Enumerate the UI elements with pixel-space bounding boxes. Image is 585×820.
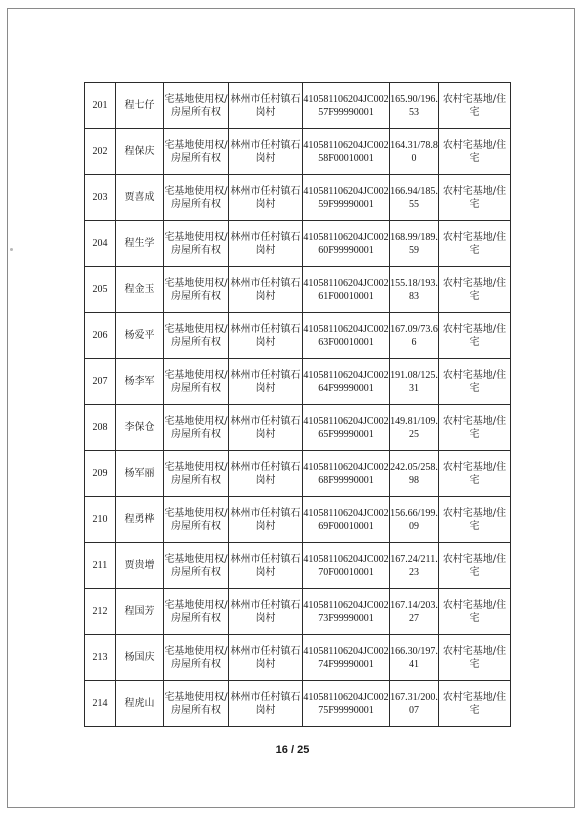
table-row: [85, 451, 511, 497]
land-use-cell: 农村宅基地/住宅: [439, 267, 511, 313]
area-cell: 167.31/200.07: [390, 681, 439, 727]
row-number-cell: 201: [85, 83, 116, 129]
area-cell: 191.08/125.31: [390, 359, 439, 405]
land-use-cell: 农村宅基地/住宅: [439, 221, 511, 267]
area-cell: 167.09/73.66: [390, 313, 439, 359]
table-row: [85, 543, 511, 589]
owner-name-cell: 程七仔: [116, 83, 164, 129]
right-type-cell: 宅基地使用权/房屋所有权: [164, 451, 229, 497]
row-number-cell: 211: [85, 543, 116, 589]
table-row: [85, 175, 511, 221]
unit-code-cell: 410581106204JC00258F00010001: [303, 129, 390, 175]
location-cell: 林州市任村镇石岗村: [229, 359, 303, 405]
location-cell: 林州市任村镇石岗村: [229, 175, 303, 221]
area-cell: 167.24/211.23: [390, 543, 439, 589]
table-row: [85, 635, 511, 681]
land-use-cell: 农村宅基地/住宅: [439, 681, 511, 727]
land-use-cell: 农村宅基地/住宅: [439, 405, 511, 451]
right-type-cell: 宅基地使用权/房屋所有权: [164, 635, 229, 681]
owner-name-cell: 程金玉: [116, 267, 164, 313]
area-cell: 166.30/197.41: [390, 635, 439, 681]
location-cell: 林州市任村镇石岗村: [229, 497, 303, 543]
area-cell: 155.18/193.83: [390, 267, 439, 313]
owner-name-cell: 李保仓: [116, 405, 164, 451]
table-row: [85, 221, 511, 267]
table-row: [85, 313, 511, 359]
owner-name-cell: 贾贵增: [116, 543, 164, 589]
row-number-cell: 213: [85, 635, 116, 681]
registry-table: [84, 82, 511, 727]
table-row: [85, 267, 511, 313]
right-type-cell: 宅基地使用权/房屋所有权: [164, 589, 229, 635]
owner-name-cell: 程生学: [116, 221, 164, 267]
unit-code-cell: 410581106204JC00268F99990001: [303, 451, 390, 497]
table-row: [85, 405, 511, 451]
area-cell: 168.99/189.59: [390, 221, 439, 267]
land-use-cell: 农村宅基地/住宅: [439, 83, 511, 129]
land-use-cell: 农村宅基地/住宅: [439, 313, 511, 359]
location-cell: 林州市任村镇石岗村: [229, 221, 303, 267]
area-cell: 149.81/109.25: [390, 405, 439, 451]
location-cell: 林州市任村镇石岗村: [229, 405, 303, 451]
location-cell: 林州市任村镇石岗村: [229, 451, 303, 497]
unit-code-cell: 410581106204JC00275F99990001: [303, 681, 390, 727]
row-number-cell: 210: [85, 497, 116, 543]
owner-name-cell: 程虎山: [116, 681, 164, 727]
right-type-cell: 宅基地使用权/房屋所有权: [164, 405, 229, 451]
location-cell: 林州市任村镇石岗村: [229, 129, 303, 175]
owner-name-cell: 程国芳: [116, 589, 164, 635]
table-row: [85, 359, 511, 405]
table-row: [85, 497, 511, 543]
unit-code-cell: 410581106204JC00269F00010001: [303, 497, 390, 543]
land-use-cell: 农村宅基地/住宅: [439, 451, 511, 497]
location-cell: 林州市任村镇石岗村: [229, 681, 303, 727]
scan-speck: [10, 248, 13, 251]
row-number-cell: 205: [85, 267, 116, 313]
location-cell: 林州市任村镇石岗村: [229, 267, 303, 313]
area-cell: 156.66/199.09: [390, 497, 439, 543]
land-use-cell: 农村宅基地/住宅: [439, 359, 511, 405]
location-cell: 林州市任村镇石岗村: [229, 313, 303, 359]
unit-code-cell: 410581106204JC00263F00010001: [303, 313, 390, 359]
location-cell: 林州市任村镇石岗村: [229, 83, 303, 129]
land-use-cell: 农村宅基地/住宅: [439, 175, 511, 221]
area-cell: 167.14/203.27: [390, 589, 439, 635]
unit-code-cell: 410581106204JC00259F99990001: [303, 175, 390, 221]
right-type-cell: 宅基地使用权/房屋所有权: [164, 83, 229, 129]
right-type-cell: 宅基地使用权/房屋所有权: [164, 221, 229, 267]
page-number: 16 / 25: [275, 744, 310, 756]
table-row: [85, 129, 511, 175]
area-cell: 164.31/78.80: [390, 129, 439, 175]
unit-code-cell: 410581106204JC00265F99990001: [303, 405, 390, 451]
land-use-cell: 农村宅基地/住宅: [439, 635, 511, 681]
right-type-cell: 宅基地使用权/房屋所有权: [164, 681, 229, 727]
right-type-cell: 宅基地使用权/房屋所有权: [164, 543, 229, 589]
right-type-cell: 宅基地使用权/房屋所有权: [164, 313, 229, 359]
owner-name-cell: 贾喜成: [116, 175, 164, 221]
location-cell: 林州市任村镇石岗村: [229, 543, 303, 589]
unit-code-cell: 410581106204JC00257F99990001: [303, 83, 390, 129]
area-cell: 242.05/258.98: [390, 451, 439, 497]
row-number-cell: 204: [85, 221, 116, 267]
unit-code-cell: 410581106204JC00270F00010001: [303, 543, 390, 589]
right-type-cell: 宅基地使用权/房屋所有权: [164, 267, 229, 313]
area-cell: 166.94/185.55: [390, 175, 439, 221]
row-number-cell: 206: [85, 313, 116, 359]
land-use-cell: 农村宅基地/住宅: [439, 497, 511, 543]
area-cell: 165.90/196.53: [390, 83, 439, 129]
right-type-cell: 宅基地使用权/房屋所有权: [164, 129, 229, 175]
unit-code-cell: 410581106204JC00274F99990001: [303, 635, 390, 681]
land-use-cell: 农村宅基地/住宅: [439, 589, 511, 635]
table-body: [85, 83, 511, 727]
table-row: [85, 681, 511, 727]
location-cell: 林州市任村镇石岗村: [229, 589, 303, 635]
row-number-cell: 208: [85, 405, 116, 451]
row-number-cell: 207: [85, 359, 116, 405]
owner-name-cell: 杨国庆: [116, 635, 164, 681]
land-use-cell: 农村宅基地/住宅: [439, 543, 511, 589]
right-type-cell: 宅基地使用权/房屋所有权: [164, 359, 229, 405]
unit-code-cell: 410581106204JC00261F00010001: [303, 267, 390, 313]
location-cell: 林州市任村镇石岗村: [229, 635, 303, 681]
row-number-cell: 212: [85, 589, 116, 635]
unit-code-cell: 410581106204JC00264F99990001: [303, 359, 390, 405]
land-use-cell: 农村宅基地/住宅: [439, 129, 511, 175]
row-number-cell: 202: [85, 129, 116, 175]
owner-name-cell: 杨爱平: [116, 313, 164, 359]
table-row: [85, 83, 511, 129]
owner-name-cell: 程保庆: [116, 129, 164, 175]
unit-code-cell: 410581106204JC00260F99990001: [303, 221, 390, 267]
right-type-cell: 宅基地使用权/房屋所有权: [164, 175, 229, 221]
owner-name-cell: 杨军丽: [116, 451, 164, 497]
owner-name-cell: 杨李军: [116, 359, 164, 405]
row-number-cell: 209: [85, 451, 116, 497]
row-number-cell: 214: [85, 681, 116, 727]
table-row: [85, 589, 511, 635]
unit-code-cell: 410581106204JC00273F99990001: [303, 589, 390, 635]
row-number-cell: 203: [85, 175, 116, 221]
right-type-cell: 宅基地使用权/房屋所有权: [164, 497, 229, 543]
owner-name-cell: 程勇桦: [116, 497, 164, 543]
